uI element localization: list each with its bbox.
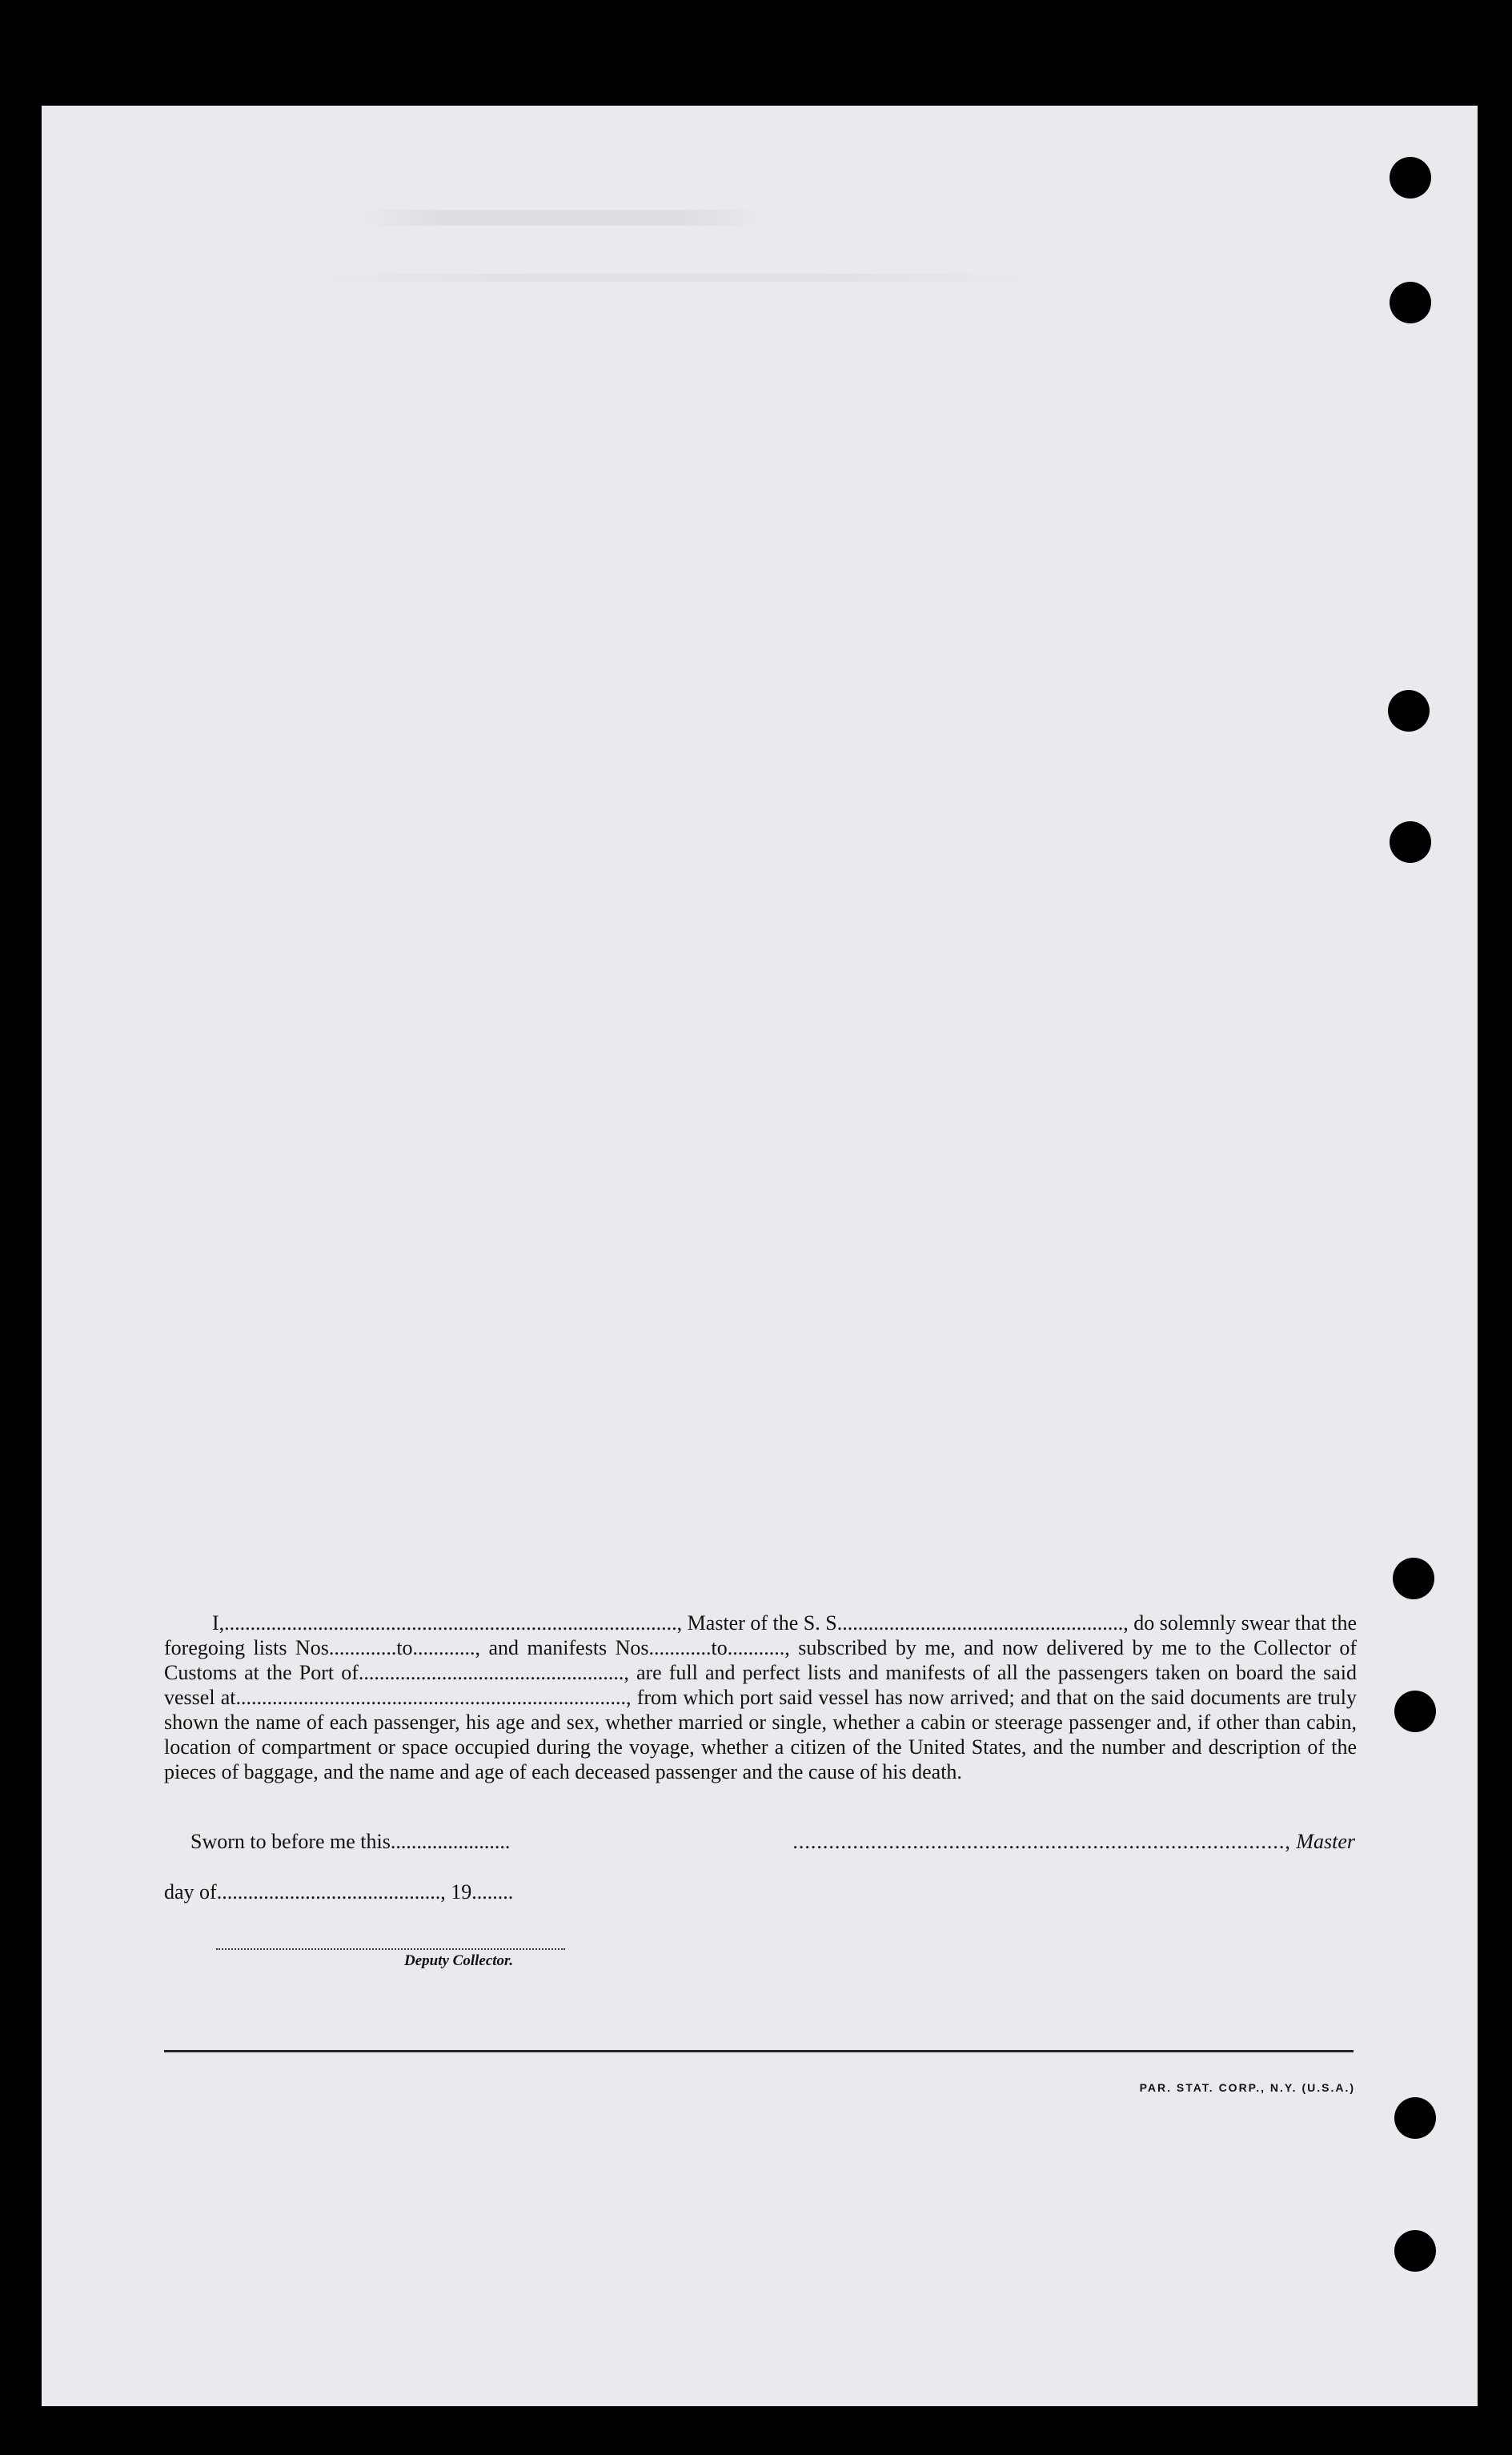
binder-hole — [1388, 690, 1430, 732]
deputy-collector-label: Deputy Collector. — [404, 1952, 514, 1969]
horizontal-rule — [164, 2050, 1354, 2052]
bleed-through-text — [362, 210, 762, 226]
manifest-page — [42, 106, 1478, 2406]
binder-hole — [1394, 2097, 1436, 2139]
master-label: Master — [1296, 1830, 1355, 1853]
deputy-signature-line — [216, 1948, 565, 1950]
master-oath-paragraph — [164, 1611, 1357, 1784]
master-signature — [792, 1830, 1355, 1854]
binder-hole — [1390, 821, 1431, 863]
master-signature-line: .................................................................................., — [792, 1830, 1291, 1853]
oath-text: I,......................................................................................., Master of the S. S......................................................., do solemnly swear that the foregoing lists Nos.............to............, and manifests Nos............to..........., subscribed by me, and now delivered by me to the Collector of Customs at the Port of..................................................., are full and perfect lists and manifests of all the passengers taken on board the said vessel at..........................................................................., from which port said vessel has now arrived; and that on the said documents are truly shown the name of each passenger, his age and sex, whether married or single, whether a cabin or steerage passenger and, if other than cabin, location of compartment or space occupied during the voyage, whether a citizen of the United States, and the number and description of the pieces of baggage, and the name and age of each deceased passenger and the cause of his death. — [164, 1611, 1357, 1783]
bleed-through-text-2 — [314, 274, 1034, 282]
printer-imprint: PAR. STAT. CORP., N.Y. (U.S.A.) — [1139, 2081, 1355, 2094]
day-of-line: day of..........................................., 19........ — [164, 1880, 514, 1903]
binder-hole — [1393, 1558, 1434, 1599]
binder-hole — [1390, 157, 1431, 199]
binder-hole — [1394, 2230, 1436, 2272]
sworn-before-line: Sworn to before me this....................... — [191, 1830, 511, 1853]
binder-hole — [1394, 1691, 1436, 1732]
binder-hole — [1390, 282, 1431, 323]
